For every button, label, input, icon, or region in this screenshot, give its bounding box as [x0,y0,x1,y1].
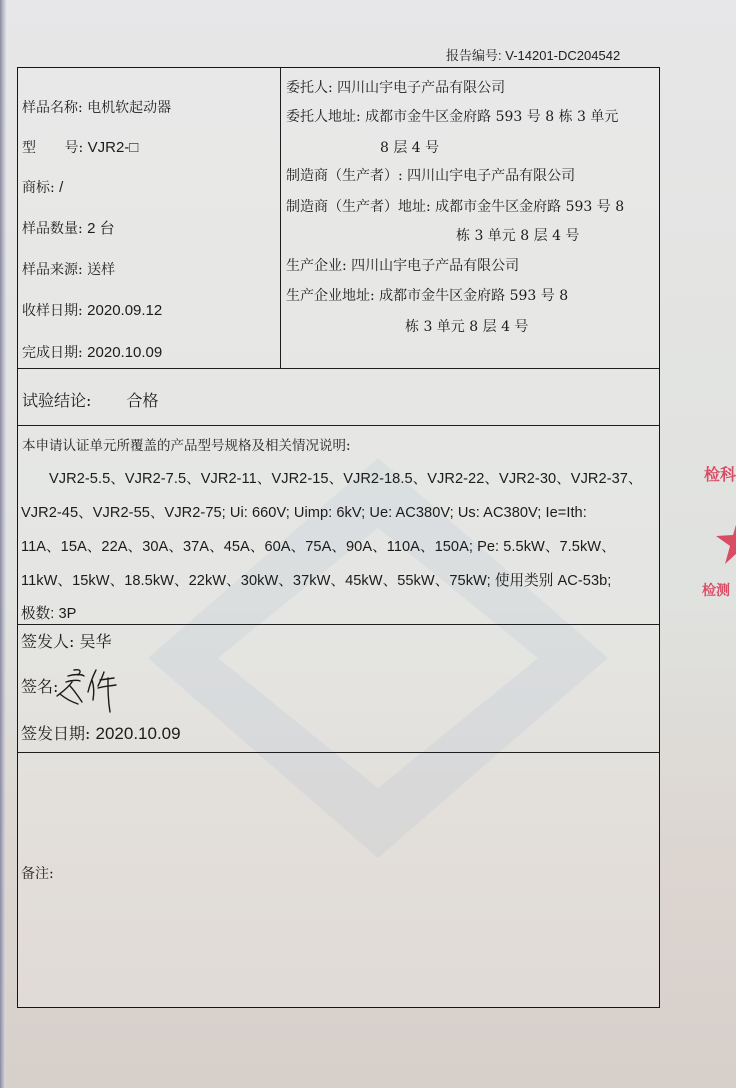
quantity-field [22,220,115,238]
manufacturer-field [286,167,575,185]
manufacturer-address-line1: 成都市金牛区金府路 593 号 8 [435,199,625,215]
client-address-line2: 8 层 4 号 [380,140,440,156]
model-label-part1: 型 [22,140,36,156]
trademark-label: 商标: [22,180,55,196]
factory-value: 四川山宇电子产品有限公司 [351,258,520,274]
conclusion-value: 合格 [126,391,159,410]
coverage-line-2: VJR2-45、VJR2-55、VJR2-75; Ui: 660V; Uimp: 6kV; Ue: AC380V; Us: AC380V; Ie=Ith: [21,505,587,521]
issuer-field [21,633,112,651]
coverage-line-5: 极数: 3P [21,606,77,622]
factory-label: 生产企业: [286,258,347,274]
sample-name-field [22,99,171,117]
report-table [17,67,660,1008]
row-divider-3 [18,624,659,625]
completed-date-label: 完成日期: [22,345,83,361]
page-binding-edge [0,0,6,1088]
remarks-label: 备注: [21,866,54,882]
issue-date-value: 2020.10.09 [95,724,181,743]
sample-name-label: 样品名称: [22,100,83,116]
manufacturer-value: 四川山宇电子产品有限公司 [407,168,576,184]
factory-address-line2: 栋 3 单元 8 层 4 号 [405,319,529,335]
signature-label: 签名: [21,677,59,696]
coverage-line-3: 11A、15A、22A、30A、37A、45A、60A、75A、90A、110A、150A; Pe: 5.5kW、7.5kW、 [21,539,616,555]
client-address-line1: 成都市金牛区金府路 593 号 8 栋 3 单元 [365,109,619,125]
received-date-field [22,302,162,320]
seal-text-top: 检科 [704,465,736,484]
seal-text-bottom: 检测 [702,583,730,599]
official-seal-stamp [700,440,736,630]
coverage-line-1: VJR2-5.5、VJR2-7.5、VJR2-11、VJR2-15、VJR2-18.5、VJR2-22、VJR2-30、VJR2-37、 [49,471,643,487]
handwritten-signature-icon [52,666,132,714]
model-value: VJR2-□ [87,139,139,156]
received-date-value: 2020.09.12 [87,302,163,319]
issuer-value: 吴华 [79,632,112,651]
coverage-heading: 本申请认证单元所覆盖的产品型号规格及相关情况说明: [22,438,351,454]
issue-date-field [21,725,181,743]
model-label-part2: 号: [64,140,84,156]
report-number-label: 报告编号: [446,48,502,63]
factory-field [286,257,519,275]
report-number-value: V-14201-DC204542 [505,48,621,63]
completed-date-field [22,344,162,362]
manufacturer-address-line2: 栋 3 单元 8 层 4 号 [456,228,580,244]
received-date-label: 收样日期: [22,303,83,319]
conclusion-field [22,392,159,410]
manufacturer-address-field [286,198,624,216]
factory-address-field [286,287,568,305]
trademark-field [22,179,63,197]
issuer-label: 签发人: [21,632,75,651]
client-address-label: 委托人地址: [286,109,361,125]
factory-address-label: 生产企业地址: [286,288,375,304]
row-divider-2 [18,425,659,426]
factory-address-line1: 成都市金牛区金府路 593 号 8 [379,288,569,304]
manufacturer-label: 制造商（生产者）: [286,168,403,184]
client-value: 四川山宇电子产品有限公司 [337,80,506,96]
row-divider-4 [18,752,659,753]
column-divider [280,68,281,369]
quantity-value: 2 台 [87,220,115,237]
sample-source-value: 送样 [87,262,116,278]
row-divider-1 [18,368,659,369]
report-number [446,45,620,64]
client-address-field [286,108,618,126]
quantity-label: 样品数量: [22,221,83,237]
coverage-line-4: 11kW、15kW、18.5kW、22kW、30kW、37kW、45kW、55kW、75kW; 使用类别 AC-53b; [21,573,612,589]
manufacturer-address-label: 制造商（生产者）地址: [286,199,431,215]
conclusion-label: 试验结论: [22,391,92,410]
client-label: 委托人: [286,80,333,96]
sample-source-label: 样品来源: [22,262,83,278]
issue-date-label: 签发日期: [21,724,91,743]
sample-source-field [22,261,115,279]
sample-name-value: 电机软起动器 [87,100,172,116]
model-field [22,139,138,157]
completed-date-value: 2020.10.09 [87,344,163,361]
client-field [286,79,505,97]
trademark-value: / [59,179,64,196]
